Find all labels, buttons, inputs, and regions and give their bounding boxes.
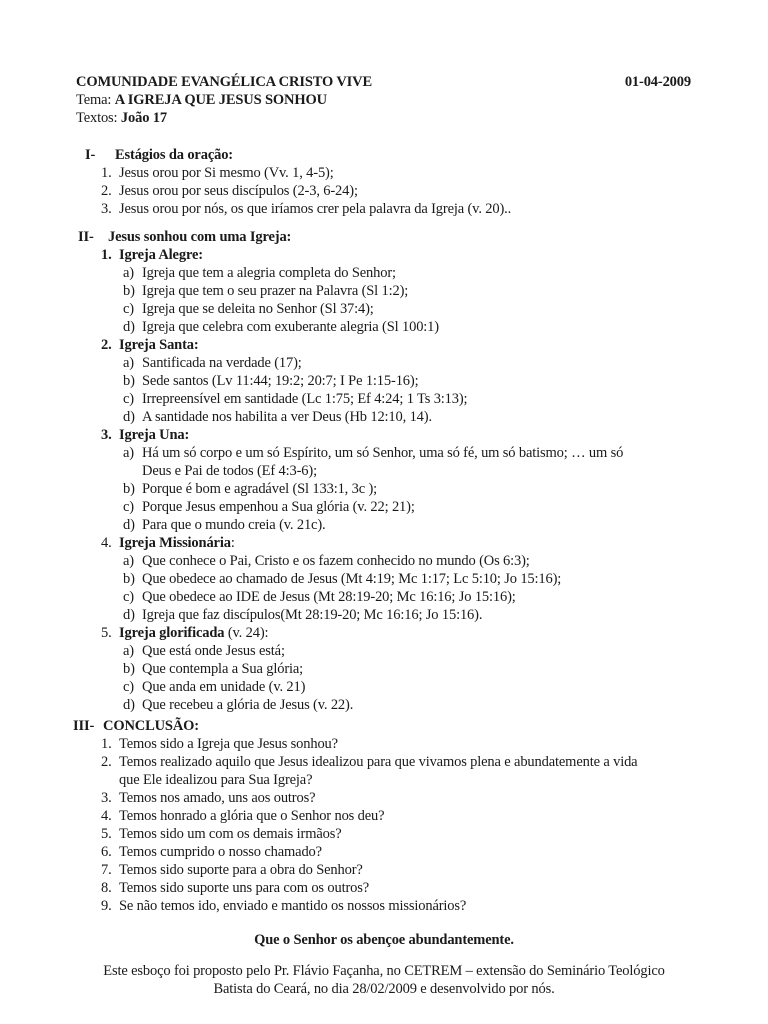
- texts-label: Textos:: [76, 110, 118, 126]
- footer-line-2: Batista do Ceará, no dia 28/02/2009 e desenvolvido por nós.: [213, 981, 555, 997]
- item-number: 1.: [101, 736, 112, 752]
- group-suffix: :: [230, 535, 235, 551]
- footer-line-1: Este esboço foi proposto pelo Pr. Flávio Façanha, no CETREM – extensão do Seminário Teológico: [103, 963, 665, 979]
- list-item: [101, 861, 363, 879]
- item-text: Temos realizado aquilo que Jesus idealizou para que vivamos plena e abundatemente a vida: [119, 754, 638, 770]
- item-text: Jesus orou por seus discípulos (2-3, 6-24);: [119, 183, 358, 199]
- section-numeral: II-: [78, 229, 94, 245]
- subsection-heading: [101, 534, 235, 552]
- item-letter: d): [123, 607, 135, 623]
- section-title: CONCLUSÃO:: [103, 718, 199, 734]
- group-title: Igreja Missionária: [119, 535, 231, 551]
- theme-line: [76, 91, 327, 109]
- list-item: [123, 516, 326, 534]
- item-letter: c): [123, 679, 134, 695]
- item-text: Temos sido um com os demais irmãos?: [119, 826, 342, 842]
- item-letter: d): [123, 319, 135, 335]
- group-title: Igreja glorificada: [119, 625, 225, 641]
- list-item: [123, 300, 374, 318]
- list-item-continuation: [119, 771, 312, 789]
- list-item: [123, 552, 530, 570]
- item-letter: b): [123, 661, 135, 677]
- item-text: Santificada na verdade (17);: [142, 355, 302, 371]
- item-letter: b): [123, 571, 135, 587]
- group-number: 2.: [101, 337, 112, 353]
- theme-value: A IGREJA QUE JESUS SONHOU: [114, 92, 327, 108]
- list-item: [101, 164, 334, 182]
- item-letter: c): [123, 589, 134, 605]
- subsection-heading: [101, 624, 268, 642]
- item-text: Que conhece o Pai, Cristo e os fazem conhecido no mundo (Os 6:3);: [142, 553, 530, 569]
- item-letter: a): [123, 265, 134, 281]
- group-title: Igreja Santa:: [119, 337, 199, 353]
- item-number: 7.: [101, 862, 112, 878]
- item-letter: b): [123, 283, 135, 299]
- list-item: [123, 372, 418, 390]
- group-title: Igreja Una:: [119, 427, 190, 443]
- list-item: [101, 843, 322, 861]
- list-item: [101, 753, 637, 771]
- item-text: Que recebeu a glória de Jesus (v. 22).: [142, 697, 354, 713]
- item-text: Temos nos amado, uns aos outros?: [119, 790, 316, 806]
- list-item: [123, 390, 467, 408]
- section-numeral: I-: [85, 147, 96, 163]
- section-heading: [78, 228, 291, 246]
- item-number: 3.: [101, 201, 112, 217]
- item-text: Temos cumprido o nosso chamado?: [119, 844, 322, 860]
- item-letter: b): [123, 481, 135, 497]
- item-text: Que obedece ao IDE de Jesus (Mt 28:19-20; Mc 16:16; Jo 15:16);: [142, 589, 516, 605]
- section-title: Jesus sonhou com uma Igreja:: [108, 229, 292, 245]
- blessing: Que o Senhor os abençoe abundantemente.: [254, 932, 514, 948]
- list-item: [123, 282, 408, 300]
- item-letter: a): [123, 355, 134, 371]
- list-item: [123, 354, 302, 372]
- item-letter: a): [123, 445, 134, 461]
- item-text: Igreja que tem o seu prazer na Palavra (Sl 1:2);: [142, 283, 409, 299]
- organization-name: COMUNIDADE EVANGÉLICA CRISTO VIVE: [76, 74, 372, 90]
- list-item: [123, 264, 396, 282]
- item-text: Porque é bom e agradável (Sl 133:1, 3c );: [142, 481, 378, 497]
- list-item: [101, 182, 358, 200]
- item-text: Jesus orou por nós, os que iríamos crer pela palavra da Igreja (v. 20)..: [119, 201, 512, 217]
- item-number: 3.: [101, 790, 112, 806]
- item-text: Igreja que faz discípulos(Mt 28:19-20; Mc 16:16; Jo 15:16).: [142, 607, 483, 623]
- item-letter: a): [123, 643, 134, 659]
- subsection-heading: [101, 426, 189, 444]
- list-item: [123, 696, 353, 714]
- list-item: [123, 606, 482, 624]
- list-item: [101, 200, 511, 218]
- item-number: 4.: [101, 808, 112, 824]
- item-number: 2.: [101, 754, 112, 770]
- list-item-continuation: [142, 462, 317, 480]
- item-text: Igreja que se deleita no Senhor (Sl 37:4);: [142, 301, 374, 317]
- list-item: [123, 444, 623, 462]
- item-text: A santidade nos habilita a ver Deus (Hb 12:10, 14).: [142, 409, 432, 425]
- group-number: 4.: [101, 535, 112, 551]
- item-text-continued: que Ele idealizou para Sua Igreja?: [119, 772, 313, 788]
- section-numeral: III-: [73, 718, 95, 734]
- section-heading: [73, 717, 199, 735]
- group-number: 1.: [101, 247, 112, 263]
- item-letter: a): [123, 553, 134, 569]
- group-number: 5.: [101, 625, 112, 641]
- item-number: 6.: [101, 844, 112, 860]
- item-text: Que obedece ao chamado de Jesus (Mt 4:19; Mc 1:17; Lc 5:10; Jo 15:16);: [142, 571, 562, 587]
- item-number: 1.: [101, 165, 112, 181]
- list-item: [101, 825, 341, 843]
- document-date: 01-04-2009: [624, 74, 691, 90]
- item-text: Temos sido suporte uns para com os outros?: [119, 880, 370, 896]
- item-letter: d): [123, 517, 135, 533]
- item-text: Sede santos (Lv 11:44; 19:2; 20:7; I Pe 1:15-16);: [142, 373, 419, 389]
- item-text: Se não temos ido, enviado e mantido os nossos missionários?: [119, 898, 467, 914]
- item-text: Que anda em unidade (v. 21): [142, 679, 306, 695]
- list-item: [123, 678, 305, 696]
- item-text: Há um só corpo e um só Espírito, um só Senhor, uma só fé, um só batismo; … um só: [142, 445, 624, 461]
- group-suffix: (v. 24):: [224, 625, 269, 641]
- item-text: Igreja que tem a alegria completa do Senhor;: [142, 265, 396, 281]
- subsection-heading: [101, 336, 199, 354]
- item-number: 2.: [101, 183, 112, 199]
- item-text: Que está onde Jesus está;: [142, 643, 285, 659]
- list-item: [123, 318, 439, 336]
- item-number: 9.: [101, 898, 112, 914]
- list-item: [123, 660, 303, 678]
- list-item: [123, 642, 285, 660]
- list-item: [123, 408, 432, 426]
- item-text: Irrepreensível em santidade (Lc 1:75; Ef 4:24; 1 Ts 3:13);: [142, 391, 468, 407]
- list-item: [101, 897, 466, 915]
- item-text: Que contempla a Sua glória;: [142, 661, 304, 677]
- group-title: Igreja Alegre:: [119, 247, 203, 263]
- section-title: Estágios da oração:: [115, 147, 233, 163]
- list-item: [123, 498, 415, 516]
- section-heading: [85, 146, 233, 164]
- group-number: 3.: [101, 427, 112, 443]
- item-letter: d): [123, 697, 135, 713]
- list-item: [123, 588, 516, 606]
- item-text: Para que o mundo creia (v. 21c).: [142, 517, 326, 533]
- item-text: Temos sido a Igreja que Jesus sonhou?: [119, 736, 338, 752]
- item-text: Jesus orou por Si mesmo (Vv. 1, 4-5);: [119, 165, 334, 181]
- item-letter: c): [123, 301, 134, 317]
- list-item: [101, 807, 384, 825]
- theme-label: Tema:: [76, 92, 112, 108]
- item-text: Temos honrado a glória que o Senhor nos deu?: [119, 808, 385, 824]
- item-letter: b): [123, 373, 135, 389]
- item-text: Porque Jesus empenhou a Sua glória (v. 22; 21);: [142, 499, 415, 515]
- list-item: [101, 789, 315, 807]
- item-number: 5.: [101, 826, 112, 842]
- list-item: [101, 735, 338, 753]
- texts-value: João 17: [120, 110, 167, 126]
- item-letter: c): [123, 499, 134, 515]
- subsection-heading: [101, 246, 203, 264]
- item-letter: d): [123, 409, 135, 425]
- list-item: [123, 480, 377, 498]
- item-text-continued: Deus e Pai de todos (Ef 4:3-6);: [142, 463, 317, 479]
- list-item: [101, 879, 369, 897]
- list-item: [123, 570, 561, 588]
- item-letter: c): [123, 391, 134, 407]
- item-number: 8.: [101, 880, 112, 896]
- item-text: Igreja que celebra com exuberante alegria (Sl 100:1): [142, 319, 439, 335]
- texts-line: [76, 109, 167, 127]
- item-text: Temos sido suporte para a obra do Senhor?: [119, 862, 363, 878]
